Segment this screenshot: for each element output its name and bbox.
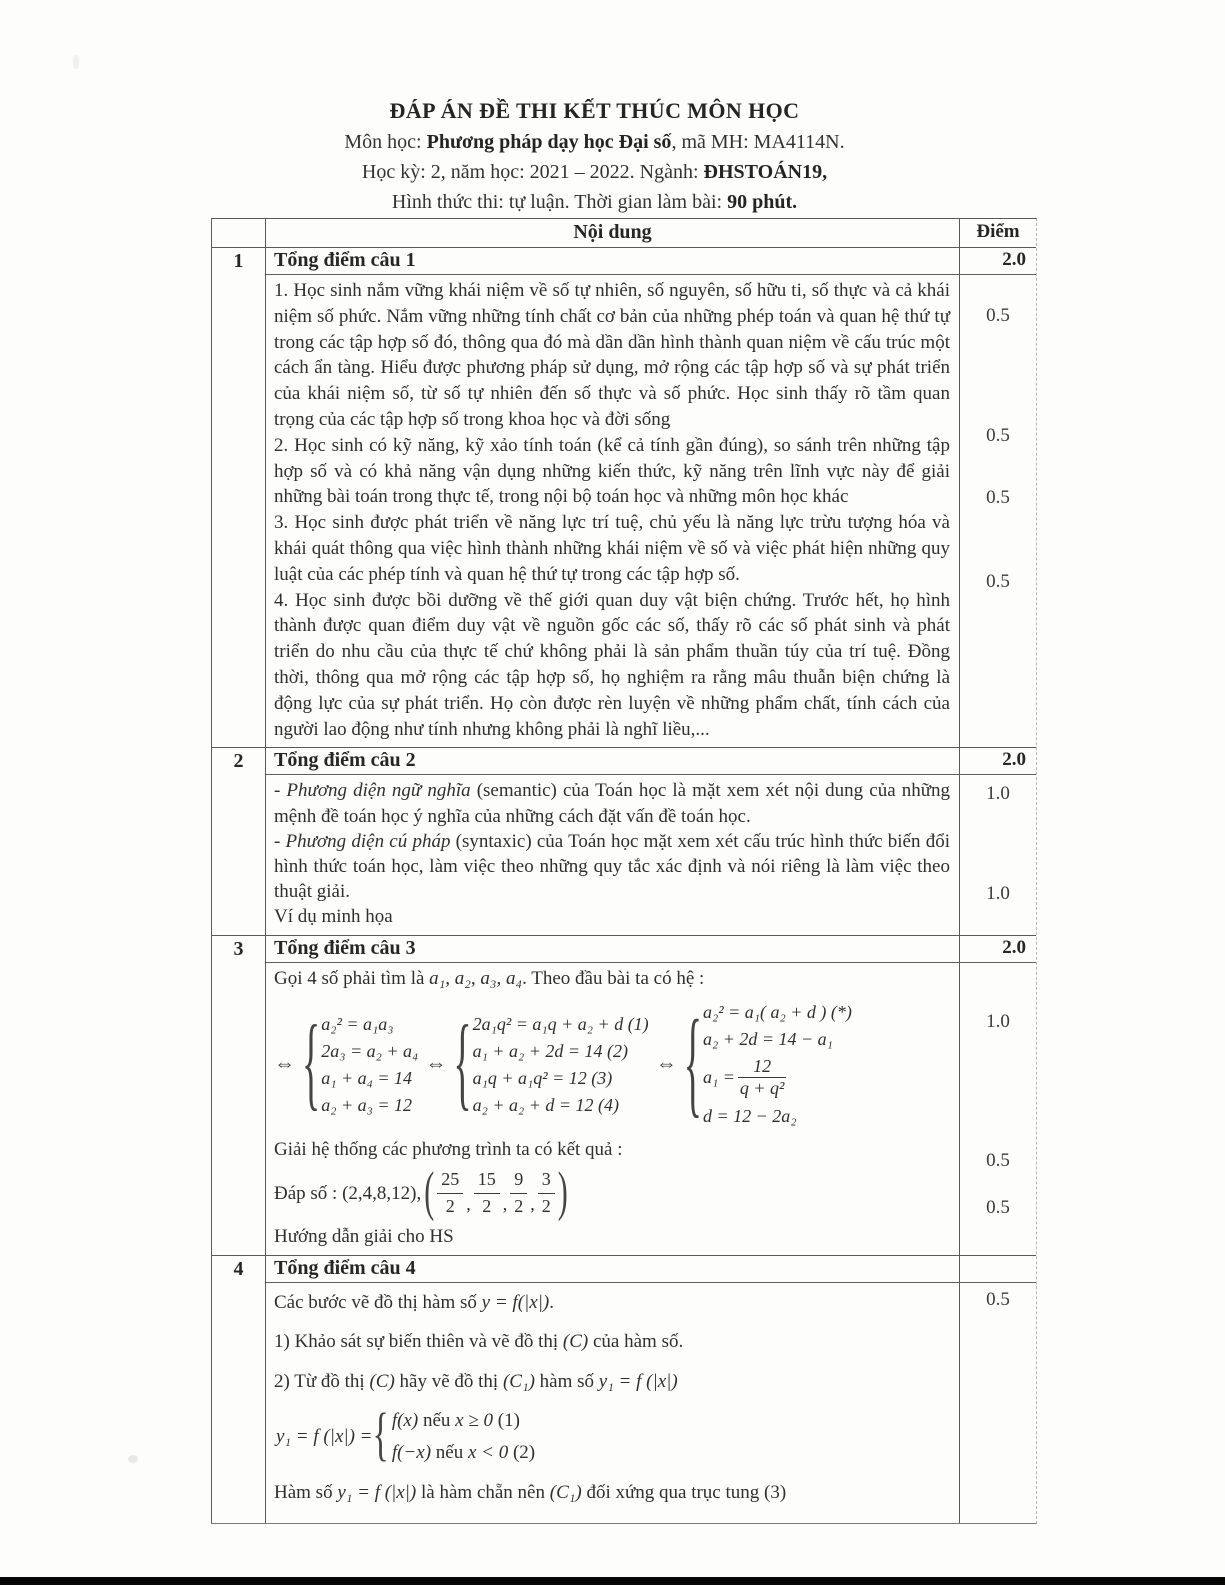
question-main xyxy=(266,748,1036,934)
equation-system-2 xyxy=(453,1006,649,1123)
question-number: 4 xyxy=(212,1256,266,1523)
curve-C1: (C₁) xyxy=(549,1481,582,1503)
question-number: 3 xyxy=(212,936,266,1255)
equation-line: a₂² = a₁( a₂ + d ) (*) xyxy=(702,1002,852,1023)
question-body xyxy=(266,963,1036,1255)
close-paren: ) xyxy=(557,1162,568,1224)
question-total-score xyxy=(959,1256,1036,1282)
example-note: Ví dụ minh họa xyxy=(274,906,393,928)
iff-arrow: ⇔ xyxy=(274,1051,295,1076)
semantic-aspect-paragraph: - Phương diện ngữ nghĩa (semantic) của Toán học là mặt xem xét nội dung của những mệnh đề toán học ý nghĩa của những cách đặt vấn đề toán học. xyxy=(274,780,951,827)
step-1-line: 1) Khảo sát sự biến thiên và vẽ đồ thị (C) của hàm số. xyxy=(274,1331,684,1353)
fraction xyxy=(474,1167,500,1220)
equation-line: d = 12 − 2a₂ xyxy=(702,1106,797,1127)
term-line xyxy=(0,161,1207,184)
condition-word: nếu xyxy=(431,1441,468,1463)
document-title: ĐÁP ÁN ĐỀ THI KẾT THÚC MÔN HỌC xyxy=(389,98,800,123)
question-header xyxy=(266,748,1036,775)
fraction xyxy=(510,1167,527,1220)
table-row-question-1 xyxy=(212,247,1036,747)
open-paren: ( xyxy=(424,1162,435,1224)
question-title: Tổng điểm câu 4 xyxy=(274,1256,416,1279)
question-header xyxy=(266,1256,1036,1283)
answer-fractions xyxy=(437,1167,555,1220)
answer-paragraph-4: 4. Học sinh được bồi dưỡng về thế giới quan duy vật biện chứng. Trước hết, họ hình thành được quan điểm duy vật về nguồn gốc các số, thấy rõ các số phát sinh và phát triển do nhu cầu của thực tế chứ không phải là sản phẩm thuần túy của trí tuệ. Đồng thời, thông qua mở rộng các tập hợp số, họ nghiệm ra rằng mâu thuẫn biện chứng là động lực của sự phát triển. Họ còn được rèn luyện về những phẩm chất, tính cách của người lao động như tính nhưng không phải là nghĩ liều,... xyxy=(274,589,950,740)
system-lines xyxy=(473,1011,649,1118)
question-content xyxy=(266,275,959,747)
curve-C1: (C₁) xyxy=(502,1371,535,1393)
score-item: 1.0 xyxy=(986,883,1010,905)
score-column xyxy=(959,963,1036,1255)
equation-line: 2a₃ = a₂ + a₄ xyxy=(321,1040,419,1061)
fraction xyxy=(738,1056,787,1099)
document-header xyxy=(0,98,1207,214)
question-main xyxy=(266,248,1036,747)
table-row-question-4 xyxy=(212,1255,1036,1523)
system-lines xyxy=(703,999,852,1129)
scan-smudge xyxy=(128,1455,138,1463)
fraction-denominator: 2 xyxy=(514,1195,524,1216)
question-main xyxy=(266,1256,1036,1523)
condition-word: nếu xyxy=(418,1409,456,1431)
score-column xyxy=(959,775,1036,934)
function-expression: y = f(|x|) xyxy=(481,1291,550,1313)
format-line xyxy=(0,191,1207,214)
equation-line: a₂ + a₃ = 12 xyxy=(321,1094,413,1115)
scan-smudge xyxy=(73,55,79,69)
question-header xyxy=(266,248,1036,275)
score-column xyxy=(959,275,1036,747)
even-function-conclusion: Hàm số y₁ = f (|x|) là hàm chẵn nên (C₁) đối xứng qua trục tung (3) xyxy=(274,1481,787,1503)
table-header-row xyxy=(212,219,1036,247)
equation-line: a₂² = a₁a₃ xyxy=(321,1013,394,1034)
fraction-numerator: 9 xyxy=(510,1167,527,1194)
format-prefix: Hình thức thi: tự luận. Thời gian làm bài: xyxy=(391,191,728,213)
semantic-aspect-term: Phương diện ngữ nghĩa xyxy=(286,780,471,802)
question-total-score: 2.0 xyxy=(959,936,1036,962)
function-y1: y₁ = f (|x|) xyxy=(598,1371,678,1393)
scan-edge-bar xyxy=(0,1577,1225,1585)
major-code: ĐHSTOÁN19, xyxy=(703,161,828,183)
question-body xyxy=(266,775,1036,934)
column-header-score: Điểm xyxy=(959,219,1036,247)
equation-line: a₂ + a₂ + d = 12 (4) xyxy=(472,1094,620,1115)
subject-line xyxy=(0,131,1207,154)
subject-name: Phương pháp dạy học Đại số xyxy=(426,131,672,153)
header-number-cell xyxy=(212,219,266,247)
table-row-question-3 xyxy=(212,935,1036,1255)
question-header xyxy=(266,936,1036,963)
iff-arrow: ⇔ xyxy=(425,1051,447,1076)
problem-setup-line: Gọi 4 số phải tìm là a₁, a₂, a₃, a₄. Theo đầu bài ta có hệ : xyxy=(274,967,705,989)
question-body xyxy=(266,1283,1036,1523)
equation-line-fraction: a₁ = $\frac{12}{\text{q + q²}}$ xyxy=(702,1056,785,1099)
score-item: 0.5 xyxy=(986,1149,1010,1171)
fraction-separator: , xyxy=(466,1193,471,1214)
equation-system-3 xyxy=(684,999,852,1129)
syntactic-aspect-term: Phương diện cú pháp xyxy=(285,830,451,852)
graph-steps-intro: Các bước vẽ đồ thị hàm số y = f(|x|). xyxy=(274,1291,554,1313)
question-total-score: 2.0 xyxy=(959,248,1036,274)
score-item: 0.5 xyxy=(986,1196,1010,1218)
fraction-separator: , xyxy=(530,1193,535,1214)
piecewise-cases xyxy=(392,1407,535,1466)
piecewise-lhs: y₁ = f (|x|) = xyxy=(276,1425,373,1447)
equation-line: a₁q + a₁q² = 12 (3) xyxy=(472,1067,613,1088)
fraction-denominator: 2 xyxy=(445,1195,455,1216)
sequence-variables: a₁, a₂, a₃, a₄ xyxy=(429,967,523,989)
answer-paragraph-2: 2. Học sinh có kỹ năng, kỹ xảo tính toán (kể cả tính gần đúng), so sánh trên những tập hợp số và có khả năng vận dụng những kiến thức, kỹ năng trên lĩnh vực này để giải những bài toán trong thực tế, trong nội bộ toán học và những môn học khác xyxy=(274,434,950,508)
solve-result-line: Giải hệ thống các phương trình ta có kết quả : xyxy=(274,1139,623,1161)
iff-arrow: ⇔ xyxy=(655,1051,677,1076)
score-item: 1.0 xyxy=(986,1010,1010,1032)
table-row-question-2 xyxy=(212,747,1036,934)
fraction-separator: , xyxy=(502,1193,508,1214)
equation-line: a₁ + a₄ = 14 xyxy=(321,1067,413,1088)
equation-systems xyxy=(274,999,950,1129)
answer-paragraph-1: 1. Học sinh nắm vững khái niệm về số tự nhiên, số nguyên, số hữu ti, số thực và cả khái niệm số phức. Nắm vững những tính chất cơ bản của những phép toán và quan hệ thứ tự trong các tập hợp số đó, thông qua đó mà dần dần hình thành quan niệm về cấu trúc một cách ẩn tàng. Hiểu được phương pháp sử dụng, mở rộng các tập hợp số và sự phát triển của khái niệm số, từ số tự nhiên đến số thực và số phức. Học sinh thấy rõ tầm quan trọng của các tập hợp số trong khoa học và đời sống xyxy=(274,280,950,430)
score-item: 0.5 xyxy=(986,571,1010,592)
fraction xyxy=(437,1167,463,1220)
score-item: 0.5 xyxy=(986,425,1010,446)
question-number: 1 xyxy=(212,248,266,747)
score-column xyxy=(959,1283,1036,1523)
subject-prefix: Môn học: xyxy=(344,131,427,153)
answer-paragraph-3: 3. Học sinh được phát triển về năng lực trí tuệ, chủ yếu là năng lực trừu tượng hóa và khái quát thông qua việc hình thành những khái niệm về số và việc phát hiện những quy luật của các phép tính và quan hệ thứ tự trong các tập hợp số. xyxy=(274,512,950,585)
fraction-denominator: 2 xyxy=(541,1195,551,1216)
left-brace: { xyxy=(372,1403,389,1468)
fraction-denominator: q + q² xyxy=(739,1078,785,1099)
piecewise-case-2: f(−x) nếu x < 0 (2) xyxy=(391,1441,536,1463)
question-content xyxy=(266,963,959,1255)
subject-suffix: , mã MH: MA4114N. xyxy=(671,131,845,153)
header-main xyxy=(266,219,1036,247)
syntactic-aspect-paragraph: - Phương diện cú pháp (syntaxic) của Toán học mặt xem xét cấu trúc hình thức biến đổi hình thức toán học, làm việc theo những quy tắc xác định và nói riêng là làm việc theo thuật giải. xyxy=(274,830,950,903)
curve-C: (C) xyxy=(369,1371,395,1393)
question-content xyxy=(266,1283,959,1523)
term-prefix: Học kỳ: 2, năm học: 2021 – 2022. Ngành: xyxy=(361,161,704,183)
question-number: 2 xyxy=(212,748,266,934)
final-answer-line xyxy=(274,1162,950,1224)
answer-table xyxy=(211,218,1037,1524)
equation-system-1 xyxy=(302,1006,419,1123)
score-item: 0.5 xyxy=(986,487,1010,508)
piecewise-case-1: f(x) nếu x ≥ 0 (1) xyxy=(391,1409,520,1431)
fraction-numerator: 15 xyxy=(474,1167,500,1194)
fraction xyxy=(538,1167,555,1220)
question-main xyxy=(266,936,1036,1255)
question-title: Tổng điểm câu 1 xyxy=(274,249,416,271)
score-item: 1.0 xyxy=(986,783,1010,805)
fraction-numerator: 3 xyxy=(538,1167,555,1194)
fraction-denominator: 2 xyxy=(482,1195,492,1216)
question-content xyxy=(266,775,959,934)
left-brace: { xyxy=(453,1006,472,1123)
equation-line: a₂ + 2d = 14 − a₁ xyxy=(702,1029,833,1050)
equation-line: 2a₁q² = a₁q + a₂ + d (1) xyxy=(472,1013,649,1034)
question-title: Tổng điểm câu 2 xyxy=(274,749,416,772)
score-item: 0.5 xyxy=(986,1288,1010,1310)
fraction-numerator: 12 xyxy=(738,1056,787,1078)
answer-prefix: Đáp số : (2,4,8,12), xyxy=(274,1182,422,1204)
score-item: 0.5 xyxy=(986,305,1010,326)
curve-C: (C) xyxy=(562,1331,589,1353)
duration: 90 phút. xyxy=(727,191,798,213)
column-header-content: Nội dung xyxy=(573,221,652,243)
question-body xyxy=(266,275,1036,747)
piecewise-definition xyxy=(276,1403,950,1468)
question-total-score: 2.0 xyxy=(959,748,1036,774)
fraction-numerator: 25 xyxy=(437,1167,463,1194)
left-brace: { xyxy=(683,998,702,1131)
function-y1: y₁ = f (|x|) xyxy=(337,1481,417,1503)
left-brace: { xyxy=(302,1006,321,1123)
question-title: Tổng điểm câu 3 xyxy=(274,936,416,959)
step-2-line: 2) Từ đồ thị (C) hãy vẽ đồ thị (C₁) hàm số y₁ = f (|x|) xyxy=(274,1371,678,1393)
guidance-line: Hướng dẫn giải cho HS xyxy=(274,1225,454,1247)
system-lines xyxy=(321,1011,418,1118)
equation-line: a₁ + a₂ + 2d = 14 (2) xyxy=(472,1040,629,1061)
